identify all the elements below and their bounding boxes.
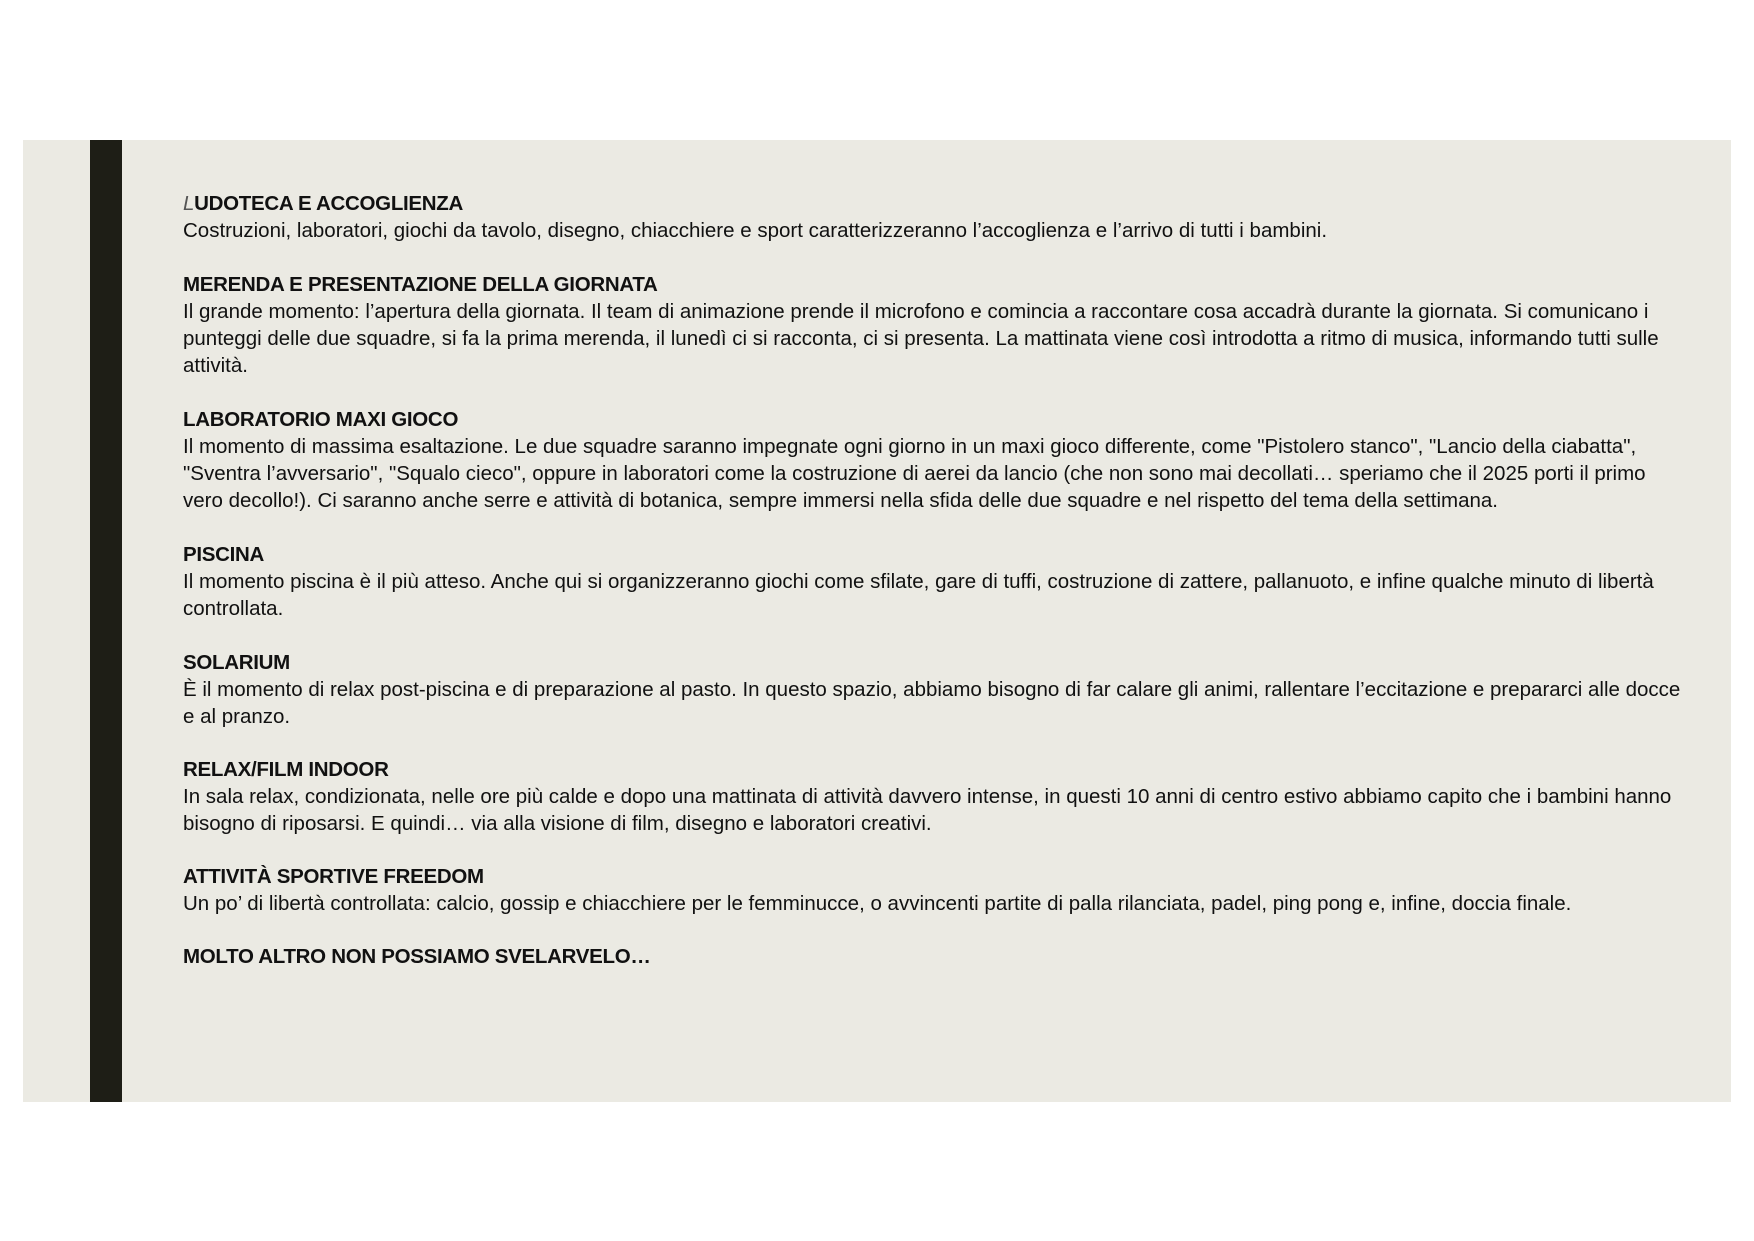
section-heading: SOLARIUM (183, 651, 290, 674)
section-heading: LABORATORIO MAXI GIOCO (183, 408, 459, 431)
section-solarium (183, 649, 1683, 730)
heading-initial: L (183, 192, 195, 215)
section-heading: ATTIVITÀ SPORTIVE FREEDOM (183, 865, 484, 888)
section-body: Un po’ di libertà controllata: calcio, gossip e chiacchiere per le femminucce, o avvincenti partite di palla rilanciata, padel, ping pong e, infine, doccia finale. (183, 892, 1572, 915)
section-body: In sala relax, condizionata, nelle ore più calde e dopo una mattinata di attività davvero intense, in questi 10 anni di centro estivo abbiamo capito che i bambini hanno bisogno di riposarsi. E quindi… via alla visione di film, disegno e laboratori creativi. (183, 785, 1672, 835)
section-body: Il momento di massima esaltazione. Le due squadre saranno impegnate ogni giorno in un maxi gioco differente, come "Pistolero stanco", "Lancio della ciabatta", "Sventra l’avversario", "Squalo cieco", oppure in laboratori come la costruzione di aerei da lancio (che non sono mai decollati… speriamo che il 2025 porti il primo vero decollo!). Ci saranno anche serre e attività di botanica, sempre immersi nella sfida delle due squadre e nel rispetto del tema della settimana. (183, 435, 1646, 512)
section-heading (183, 190, 1683, 217)
section-sportive-freedom (183, 863, 1683, 917)
section-body: È il momento di relax post-piscina e di preparazione al pasto. In questo spazio, abbiamo bisogno di far calare gli animi, rallentare l’eccitazione e prepararci alle docce e al pranzo. (183, 678, 1681, 728)
slide-panel (23, 140, 1731, 1102)
section-body: Il momento piscina è il più atteso. Anche qui si organizzeranno giochi come sfilate, gare di tuffi, costruzione di zattere, pallanuoto, e infine qualche minuto di libertà controllata. (183, 570, 1654, 620)
section-molto-altro (183, 943, 1683, 970)
section-heading: MOLTO ALTRO NON POSSIAMO SVELARVELO… (183, 945, 651, 968)
section-heading: RELAX/FILM INDOOR (183, 758, 389, 781)
section-ludoteca (183, 190, 1683, 244)
content-area (183, 190, 1683, 970)
section-merenda (183, 271, 1683, 379)
section-heading: MERENDA E PRESENTAZIONE DELLA GIORNATA (183, 273, 658, 296)
section-body: Costruzioni, laboratori, giochi da tavolo, disegno, chiacchiere e sport caratterizzeranno l’accoglienza e l’arrivo di tutti i bambini. (183, 219, 1328, 242)
heading-text: UDOTECA E ACCOGLIENZA (194, 192, 464, 215)
accent-bar (90, 140, 122, 1102)
section-body: Il grande momento: l’apertura della giornata. Il team di animazione prende il microfono e comincia a raccontare cosa accadrà durante la giornata. Si comunicano i punteggi delle due squadre, si fa la prima merenda, il lunedì ci si racconta, ci si presenta. La mattinata viene così introdotta a ritmo di musica, informando tutti sulle attività. (183, 300, 1659, 377)
section-maxi-gioco (183, 406, 1683, 514)
section-piscina (183, 541, 1683, 622)
section-heading: PISCINA (183, 543, 265, 566)
section-relax-film (183, 756, 1683, 837)
